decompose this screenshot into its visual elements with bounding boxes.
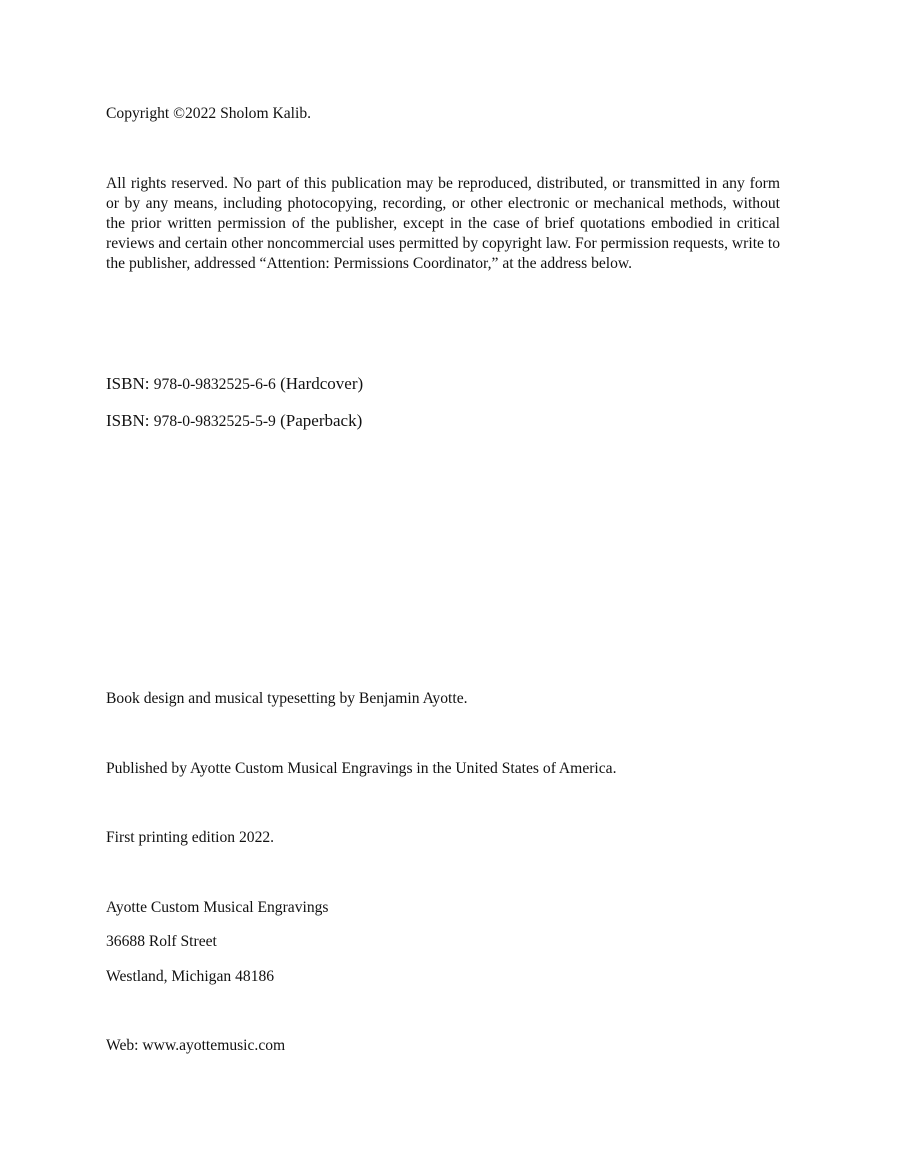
isbn-hardcover — [106, 373, 363, 396]
design-credit: Book design and musical typesetting by Benjamin Ayotte. — [106, 690, 468, 707]
publisher-line: Published by Ayotte Custom Musical Engravings in the United States of America. — [106, 760, 617, 777]
isbn-label: ISBN: — [106, 374, 154, 393]
printing-edition: First printing edition 2022. — [106, 829, 275, 846]
rights-paragraph: All rights reserved. No part of this publication may be reproduced, distributed, or transmitted in any form or by any means, including photocopying, recording, or other electronic or mechanical methods, without the prior written permission of the publisher, except in the case of brief quotations embodied in critical reviews and certain other noncommercial uses permitted by copyright law. For permission requests, write to the publisher, addressed “Attention: Permissions Coordinator,” at the address below. — [106, 175, 780, 272]
address-city: Westland, Michigan 48186 — [106, 968, 275, 985]
isbn-number: 978-0-9832525-5-9 — [153, 413, 276, 430]
address-street: 36688 Rolf Street — [106, 933, 217, 950]
isbn-format: (Hardcover) — [275, 374, 364, 393]
isbn-format: (Paperback) — [275, 411, 363, 430]
copyright-notice: Copyright ©2022 Sholom Kalib. — [106, 105, 312, 122]
isbn-number: 978-0-9832525-6-6 — [153, 376, 276, 393]
isbn-label: ISBN: — [106, 411, 154, 430]
address-name: Ayotte Custom Musical Engravings — [106, 899, 329, 916]
web-address: Web: www.ayottemusic.com — [106, 1037, 286, 1054]
isbn-paperback — [106, 410, 362, 433]
